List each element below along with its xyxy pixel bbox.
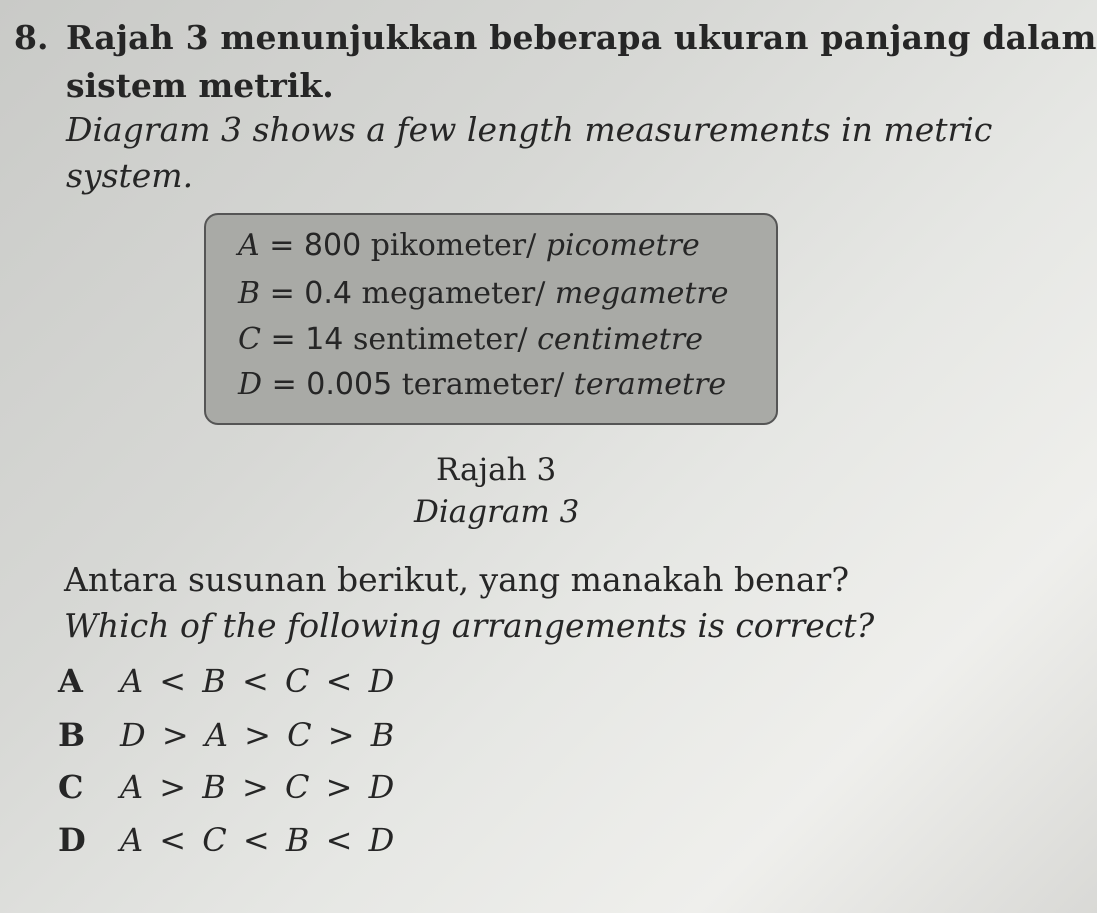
row-variable: D [238,367,263,402]
question-malay-line-2: sistem metrik. [66,66,334,105]
option-c-expression: A > B > C > D [120,768,395,806]
row-value: 14 [305,322,344,357]
prompt-malay: Antara susunan berikut, yang manakah benar? [64,560,850,599]
row-unit-malay: pikometer/ [370,228,537,263]
row-equals: = [269,276,295,311]
row-value: 0.005 [306,367,393,402]
prompt-english: Which of the following arrangements is correct? [64,606,875,645]
option-a-expression: A < B < C < D [120,662,395,700]
row-unit-malay: sentimeter/ [352,322,528,357]
question-english-line-1: Diagram 3 shows a few length measurements in metric [66,110,993,149]
diagram-caption-malay: Rajah 3 [436,452,557,488]
option-b-letter: B [58,716,86,754]
diagram-caption-english: Diagram 3 [414,494,580,530]
row-variable: C [238,322,261,357]
row-equals: = [270,322,296,357]
row-unit-english: picometre [545,228,700,263]
question-malay-line-1: Rajah 3 menunjukkan beberapa ukuran panjang dalam [66,18,1097,57]
row-unit-malay: megameter/ [361,276,546,311]
row-variable: A [238,228,260,263]
row-unit-english: megametre [554,276,729,311]
question-number: 8. [14,18,49,57]
diagram-row-d [238,367,726,402]
row-equals: = [269,228,295,263]
diagram-row-a [238,228,700,263]
row-variable: B [238,276,261,311]
row-unit-english: centimetre [537,322,703,357]
diagram-row-b [238,276,729,311]
row-value: 800 [303,228,362,263]
row-value: 0.4 [304,276,352,311]
option-c-letter: C [58,768,84,806]
question-english-line-2: system. [66,156,194,195]
row-unit-malay: terameter/ [401,367,565,402]
diagram-row-c [238,322,703,357]
option-b-expression: D > A > C > B [120,716,395,754]
option-d-letter: D [58,821,86,859]
row-unit-english: terametre [573,367,727,402]
option-d-expression: A < C < B < D [120,821,395,859]
row-equals: = [271,367,297,402]
option-a-letter: A [58,662,83,700]
